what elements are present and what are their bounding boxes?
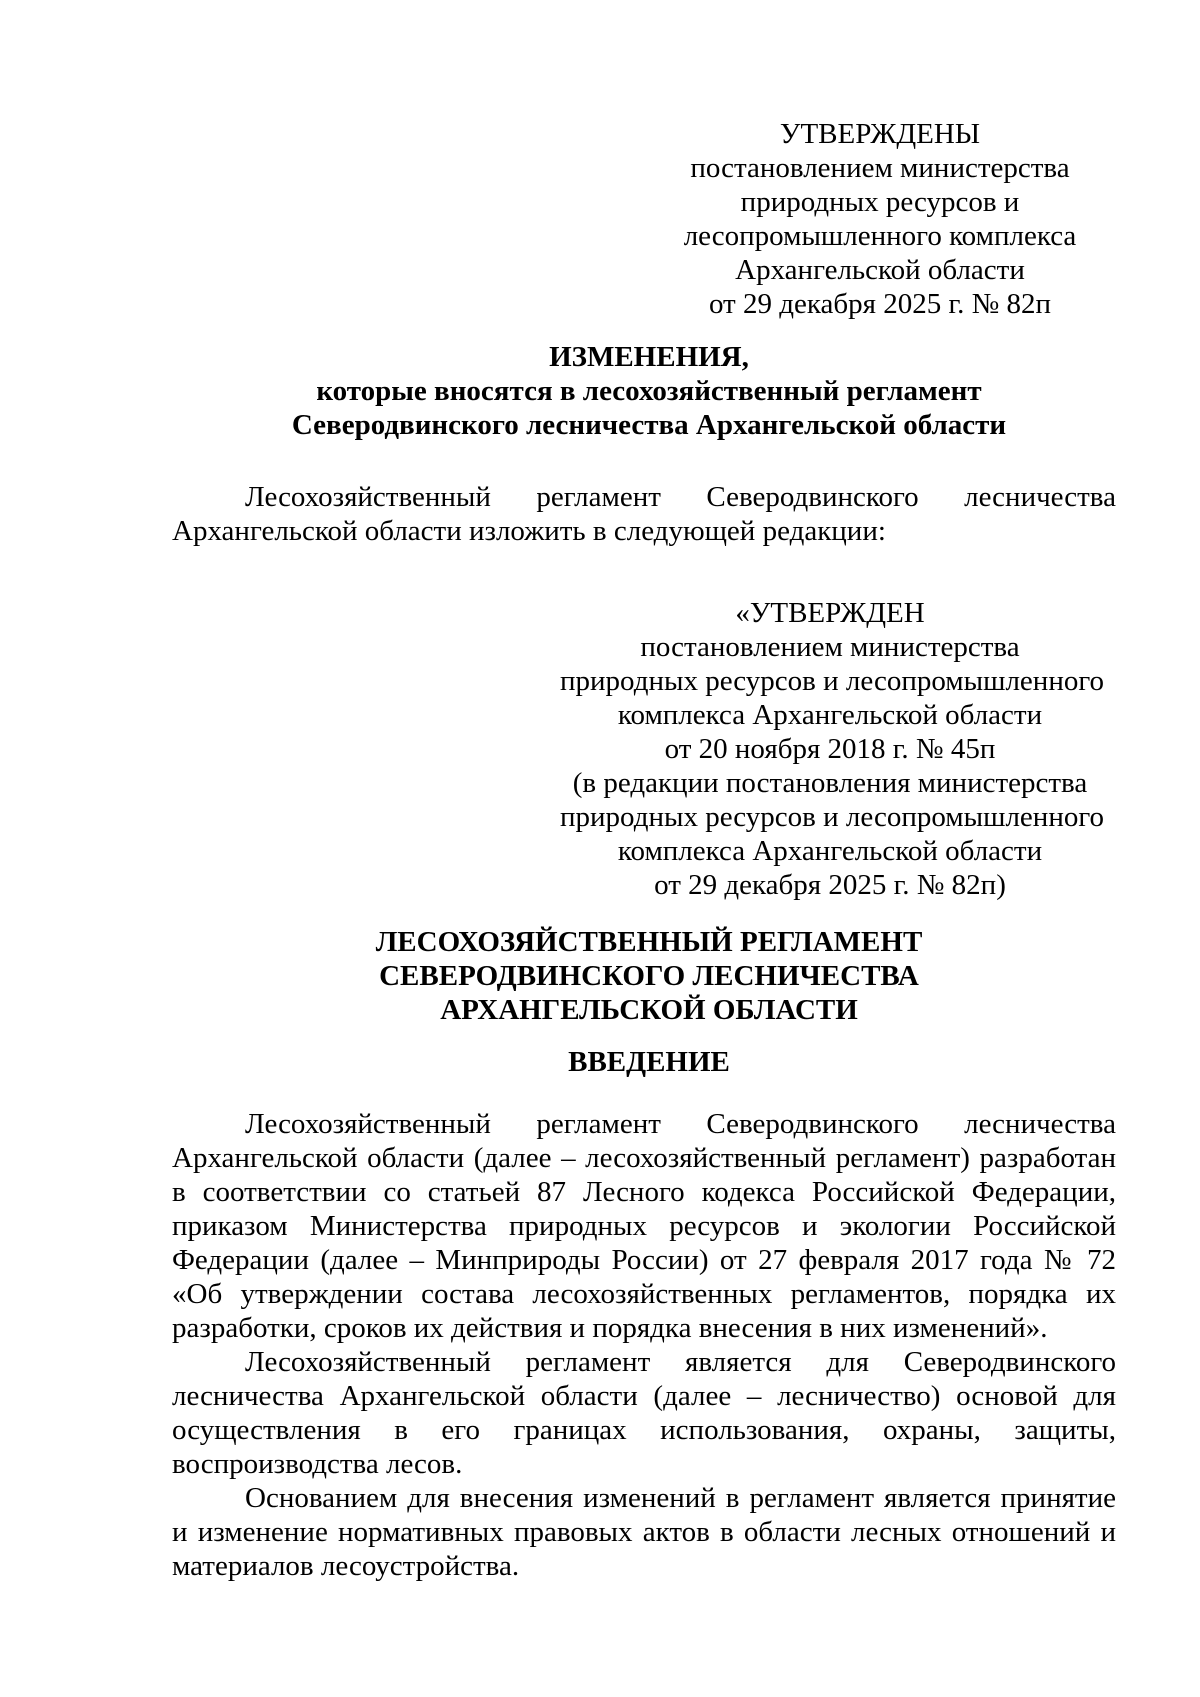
approval-line: постановлением министерства (640, 631, 1020, 663)
approval-line: природных ресурсов и лесопромышленного (560, 665, 1105, 697)
approval-line: Архангельской области (735, 254, 1025, 286)
changes-heading (120, 340, 1178, 442)
approval-line: (в редакции постановления министерства (572, 767, 1088, 799)
title-line: ЛЕСОХОЗЯЙСТВЕННЫЙ РЕГЛАМЕНТ (375, 926, 923, 958)
title-line: АРХАНГЕЛЬСКОЙ ОБЛАСТИ (440, 994, 858, 1026)
paragraph: Лесохозяйственный регламент Северодвинского лесничества Архангельской области (далее – лесохозяйственный регламент) разработан в соответствии со статьей 87 Лесного кодекса Российской Федерации, приказом Министерства природных ресурсов и экологии Российской Федерации (далее – Минприроды России) от 27 февраля 2017 года № 72 «Об утверждении состава лесохозяйственных регламентов, порядка их разработки, сроков их действия и порядка внесения в них изменений». (172, 1108, 1116, 1344)
title-line: СЕВЕРОДВИНСКОГО ЛЕСНИЧЕСТВА (379, 960, 919, 992)
heading-line: Северодвинского лесничества Архангельской области (291, 409, 1007, 441)
regulation-title (120, 925, 1178, 1027)
intro-paragraph: Лесохозяйственный регламент Северодвинского лесничества Архангельской области изложить в следующей редакции: (172, 481, 1116, 547)
approval-line: природных ресурсов и лесопромышленного (560, 801, 1105, 833)
paragraph: Основанием для внесения изменений в регламент является принятие и изменение нормативных правовых актов в области лесных отношений и материалов лесоустройства. (172, 1482, 1116, 1582)
heading-line: ИЗМЕНЕНИЯ, (549, 341, 749, 373)
approval-line: от 29 декабря 2025 г. № 82п) (654, 869, 1006, 901)
approval-line: от 29 декабря 2025 г. № 82п (708, 288, 1052, 320)
regulation-approval-block (560, 596, 1105, 902)
intro-paragraph-block (172, 480, 1116, 548)
approval-line: «УТВЕРЖДЕН (735, 597, 925, 629)
section-heading-text: ВВЕДЕНИЕ (568, 1046, 730, 1078)
approval-line: природных ресурсов и (740, 186, 1020, 218)
approval-line: УТВЕРЖДЕНЫ (779, 118, 981, 150)
paragraph: Лесохозяйственный регламент является для Северодвинского лесничества Архангельской области (далее – лесничество) основой для осуществления в его границах использования, охраны, защиты, воспроизводства лесов. (172, 1346, 1116, 1480)
introduction-text (172, 1107, 1116, 1583)
approval-line: лесопромышленного комплекса (683, 220, 1077, 252)
approval-stamp-block (660, 117, 1100, 321)
approval-line: комплекса Архангельской области (617, 835, 1043, 867)
approval-line: постановлением министерства (690, 152, 1070, 184)
approval-line: от 20 ноября 2018 г. № 45п (664, 733, 996, 765)
heading-line: которые вносятся в лесохозяйственный регламент (316, 375, 982, 407)
section-heading (120, 1045, 1178, 1079)
approval-line: комплекса Архангельской области (617, 699, 1043, 731)
